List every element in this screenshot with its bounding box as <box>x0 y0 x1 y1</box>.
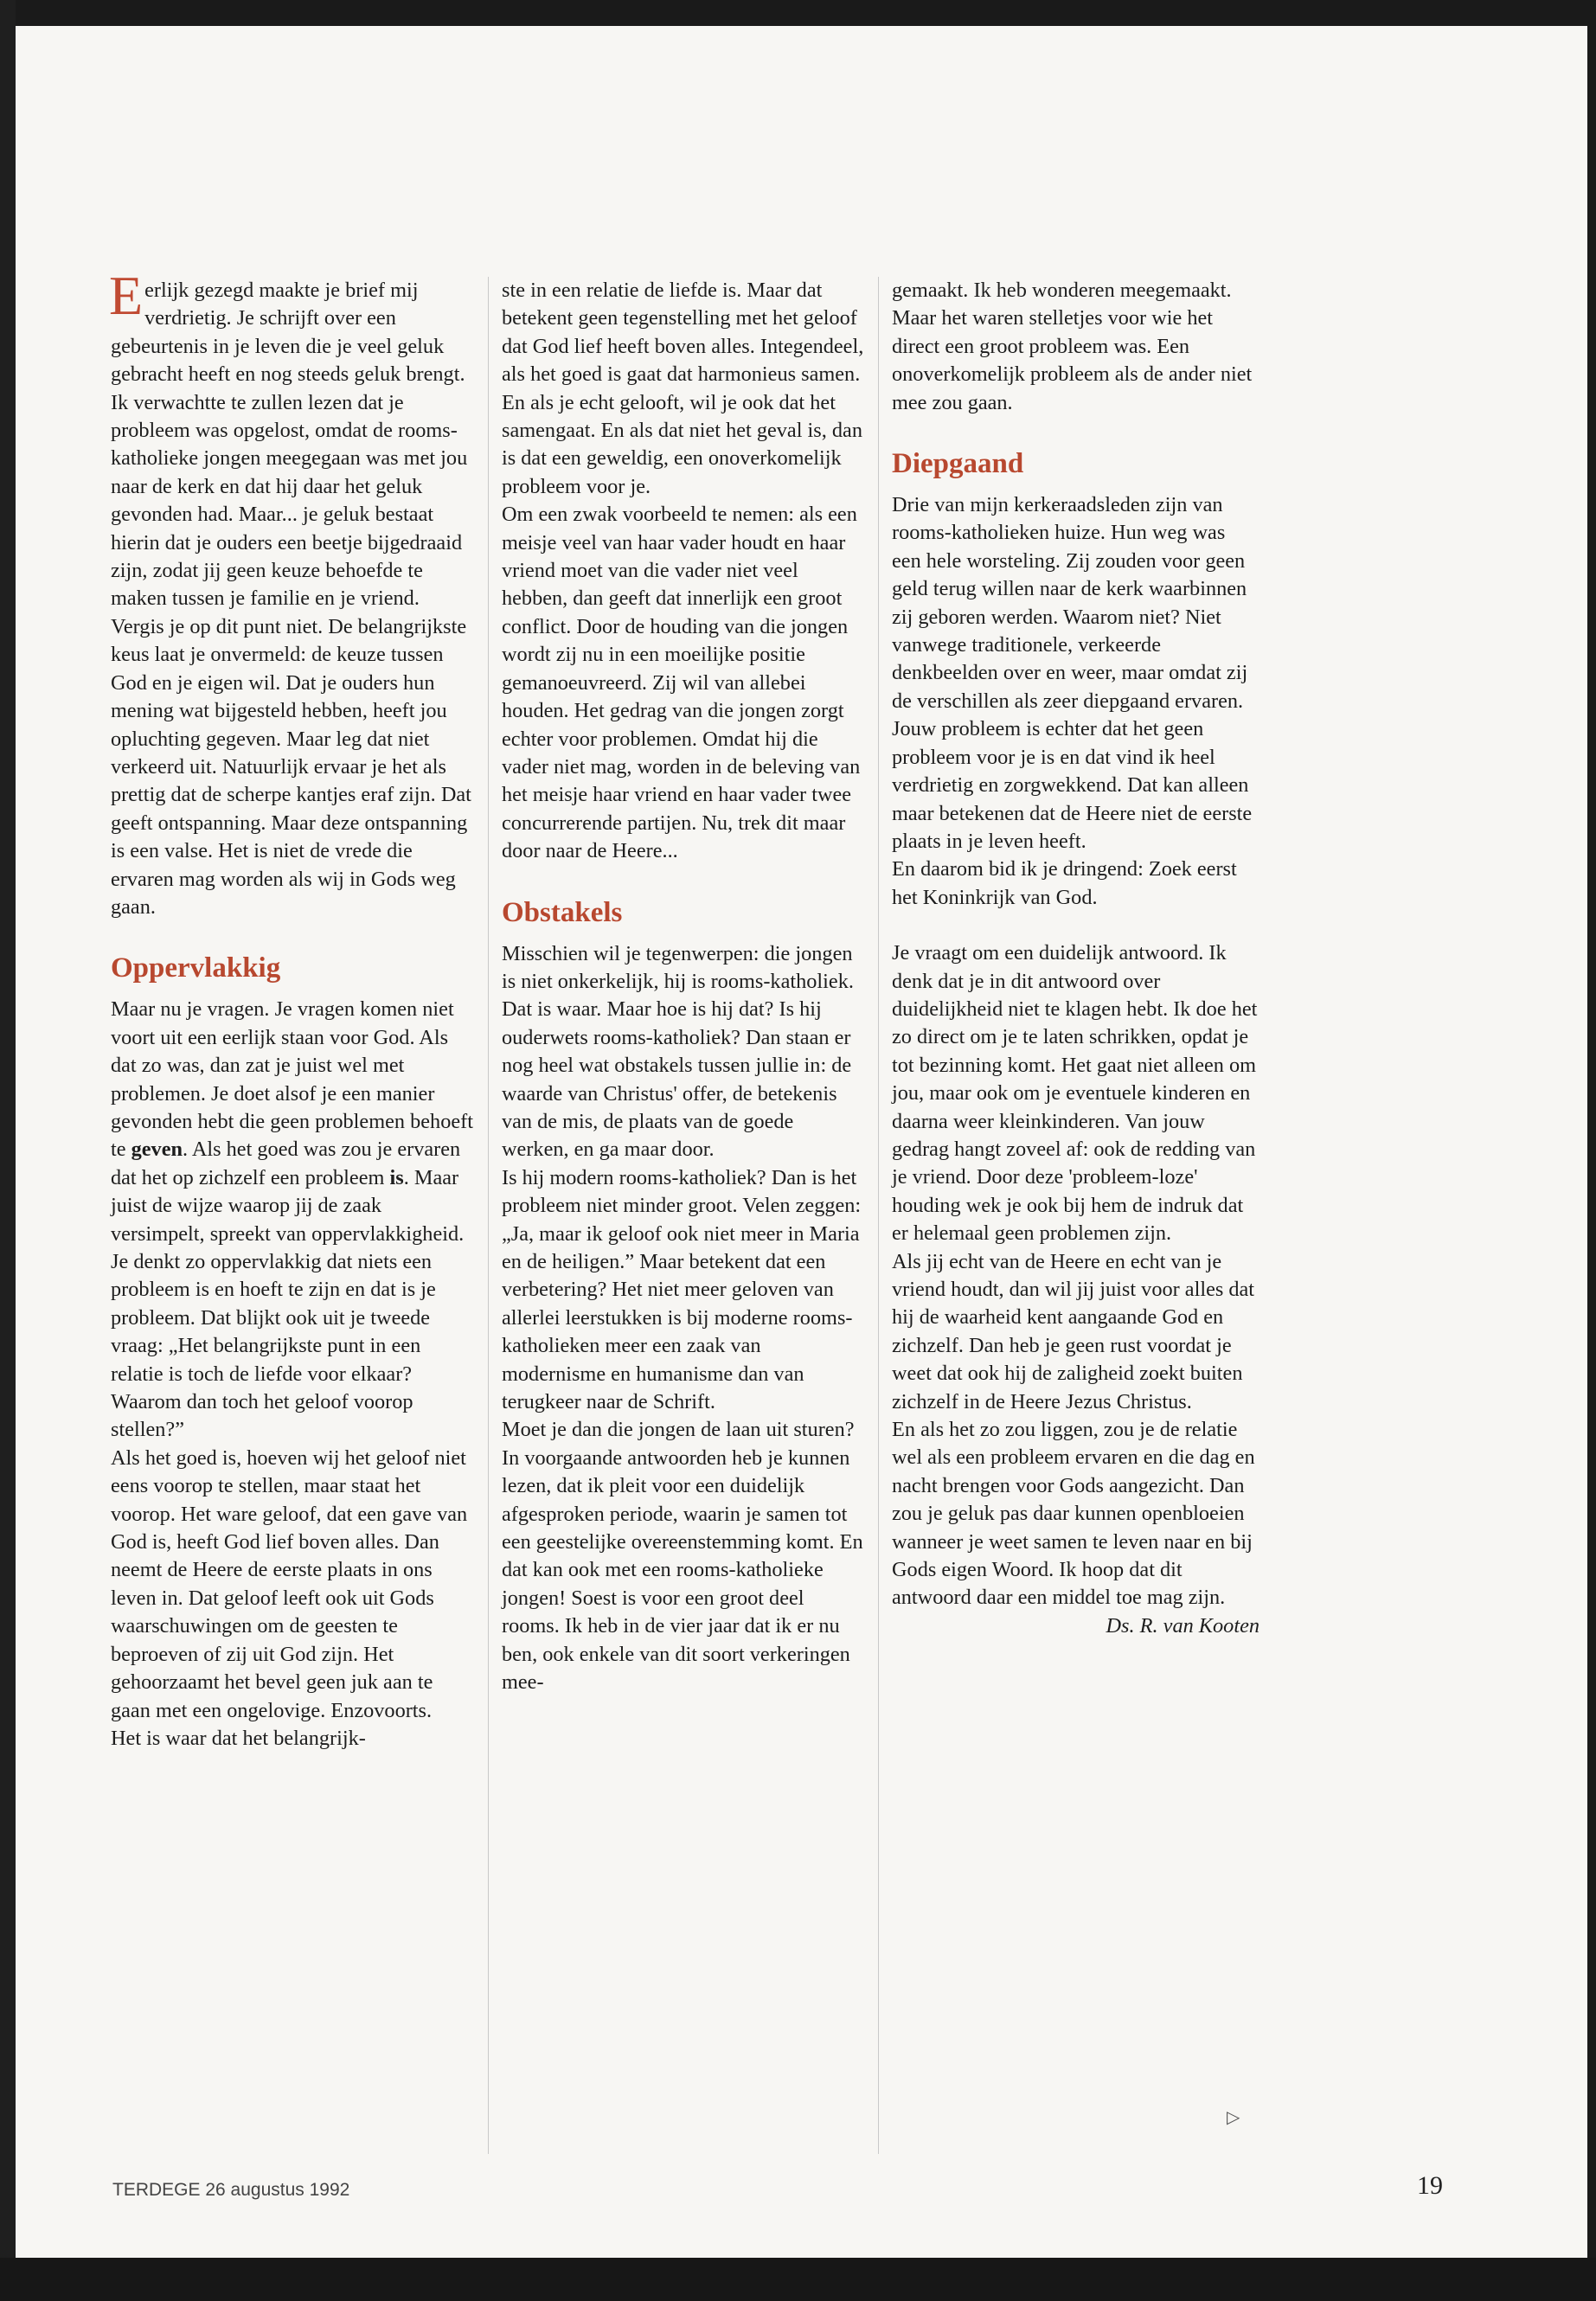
paragraph: Je vraagt om een duidelijk antwoord. Ik denk dat je in dit antwoord over duidelijkheid niet te klagen hebt. Ik doe het zo direct om je te laten schrikken, opdat je tot bezinning komt. Het gaat niet alleen om jou, maar ook om je eventuele kinderen en daarna weer kleinkinderen. Van jouw gedrag hangt zoveel af: ook de redding van je vriend. Door deze 'probleem-loze' houding wek je ook bij hem de indruk dat er helemaal geen problemen zijn. <box>892 941 1258 1246</box>
paragraph: Als jij echt van de Heere en echt van je vriend houdt, dan wil jij juist voor alles dat hij de waarheid kent aangaande God en zichzelf. Dan heb je geen rust voordat je weet dat ook hij de zaligheid zoekt buiten zichzelf in de Heere Jezus Christus. <box>892 1249 1255 1413</box>
paragraph: Jouw probleem is echter dat het geen probleem voor je is en dat vind ik heel verdrietig en zorgwekkend. Dat kan alleen maar betekenen dat de Heere niet de eerste plaats in je leven heeft. <box>892 717 1253 853</box>
scan-border-left <box>0 0 16 2301</box>
publication-footer: TERDEGE 26 augustus 1992 <box>112 2180 350 2200</box>
column-divider <box>488 277 489 2154</box>
article-column-2 <box>502 277 865 1697</box>
article-column-1 <box>109 265 474 1753</box>
column-divider <box>878 277 879 2154</box>
section-heading-diepgaand: Diepgaand <box>892 448 1024 480</box>
paragraph: Is hij modern rooms-katholiek? Dan is het probleem niet minder groot. Velen zeggen: „Ja, maar ik geloof ook niet meer in Maria en de heiligen.” Maar betekent dat een verbetering? Het niet meer geloven van allerlei leerstukken is bij moderne rooms-katholieken meer een zaak van modernisme en humanisme dan van terugkeer naar de Schrift. <box>502 1165 862 1414</box>
paragraph: ste in een relatie de liefde is. Maar dat betekent geen tegenstelling met het geloof dat God lief heeft boven alles. Integendeel, als het goed is gaat dat harmonieus samen. En als je echt gelooft, wil je ook dat het samengaat. En als dat niet het geval is, dan is dat een geweldig, een onoverkomelijk probleem voor je. <box>502 279 864 498</box>
scan-border-bottom <box>0 2258 1596 2301</box>
paragraph: En als het zo zou liggen, zou je de relatie wel als een probleem ervaren en die dag en nacht brengen voor Gods aangezicht. Dan zou je geluk pas daar kunnen openbloeien wanneer je weet samen te leven naar en bij Gods eigen Woord. Ik hoop dat dit antwoord daar een middel toe mag zijn. <box>892 1418 1255 1610</box>
paragraph: Drie van mijn kerkeraadsleden zijn van rooms-katholieken huize. Hun weg was een hele worsteling. Zij zouden voor geen geld terug willen naar de kerk waarbinnen zij geboren werden. Waarom niet? Niet vanwege traditionele, verkeerde denkbeelden over en weer, maar omdat zij de verschillen als zeer diepgaand ervaren. <box>892 493 1248 713</box>
paragraph: gemaakt. Ik heb wonderen meegemaakt. Maar het waren stelletjes voor wie het direct een groot probleem was. Een onoverkomelijk probleem als de ander niet mee zou gaan. <box>892 279 1253 414</box>
paragraph: Als het goed is, hoeven wij het geloof niet eens voorop te stellen, maar staat het voorop. Het ware geloof, dat een gave van God is, heeft God lief boven alles. Dan neemt de Heere de eerste plaats in ons leven in. Dat geloof leeft ook uit Gods waarschuwingen om de geesten te beproeven of zij uit God zijn. Het gehoorzaamt het bevel geen juk aan te gaan met een ongelovige. Enzovoorts. <box>111 1445 468 1722</box>
continue-arrow-icon: ▷ <box>1227 2108 1240 2127</box>
paragraph: Misschien wil je tegenwerpen: die jongen is niet onkerkelijk, hij is rooms-katholiek. Dat is waar. Maar hoe is hij dat? Is hij ouderwets rooms-katholiek? Dan staan er nog heel wat obstakels tussen jullie in: de waarde van Christus' offer, de betekenis van de mis, de plaats van de goede werken, en ga maar door. <box>502 941 854 1162</box>
drop-cap: E <box>109 265 144 326</box>
section-heading-oppervlakkig: Oppervlakkig <box>111 952 281 984</box>
author-signature: Ds. R. van Kooten <box>1106 1613 1259 1638</box>
paragraph: Om een zwak voorbeeld te nemen: als een meisje veel van haar vader houdt en haar vriend moet van die vader niet veel hebben, dan geeft dat innerlijk een groot conflict. Door de houding van die jongen wordt zij nu in een moeilijke positie gemanoeuvreerd. Zij wil van allebei houden. Het gedrag van die jongen zorgt echter voor problemen. Omdat hij die vader niet mag, worden in de beleving van het meisje haar vriend en haar vader twee concurrerende partijen. Nu, trek dit maar door naar de Heere... <box>502 503 861 863</box>
section-heading-obstakels: Obstakels <box>502 896 623 928</box>
paragraph: Maar nu je vragen. Je vragen komen niet voort uit een eerlijk staan voor God. Als dat zo was, dan zat je juist wel met problemen. Je doet alsof je een manier gevonden hebt die geen problemen behoeft te geven. Als het goed was zou je ervaren dat het op zichzelf een probleem is. Maar juist de wijze waarop jij de zaak versimpelt, spreekt van oppervlakkigheid. Je denkt zo oppervlakkig dat niets een probleem is en hoeft te zijn en dat is je probleem. Dat blijkt ook uit je tweede vraag: „Het belangrijkste punt in een relatie is toch de liefde voor elkaar? Waarom dan toch het geloof voorop stellen?” <box>111 997 473 1442</box>
paragraph: Moet je dan die jongen de laan uit sturen? In voorgaande antwoorden heb je kunnen lezen, dat ik pleit voor een duidelijk afgesproken periode, waarin je samen tot een geestelijke overeenstemming komt. En dat kan ook met een rooms-katholieke jongen! Soest is voor een groot deel rooms. Ik heb in de vier jaar dat ik er nu ben, ook enkele van dit soort verkeringen mee- <box>502 1418 863 1695</box>
scan-border-right <box>1587 0 1596 2301</box>
paragraph: Het is waar dat het belangrijk- <box>111 1726 366 1750</box>
page-number: 19 <box>1417 2171 1443 2200</box>
scan-border-top <box>0 0 1596 26</box>
paragraph: Eerlijk gezegd maakte je brief mij verdrietig. Je schrijft over een gebeurtenis in je leven die je veel geluk gebracht heeft en nog steeds geluk brengt. Ik verwachtte te zullen lezen dat je probleem was opgelost, omdat de rooms-katholieke jongen meegegaan was met jou naar de kerk en dat hij daar het geluk gevonden had. Maar... je geluk bestaat hierin dat je ouders een beetje bijgedraaid zijn, zodat jij geen keuze behoefde te maken tussen je familie en je vriend. Vergis je op dit punt niet. De belangrijkste keus laat je onvermeld: de keuze tussen God en je eigen wil. Dat je ouders hun mening wat bijgesteld hebben, heeft jou opluchting gegeven. Maar leg dat niet verkeerd uit. Natuurlijk ervaar je het als prettig dat de scherpe kantjes eraf zijn. Dat geeft ontspanning. Maar deze ontspanning is een valse. Het is niet de vrede die ervaren mag worden als wij in Gods weg gaan. <box>109 265 471 919</box>
paragraph: En daarom bid ik je dringend: Zoek eerst het Koninkrijk van God. <box>892 857 1237 909</box>
article-column-3 <box>892 277 1259 1640</box>
magazine-page <box>16 26 1587 2258</box>
